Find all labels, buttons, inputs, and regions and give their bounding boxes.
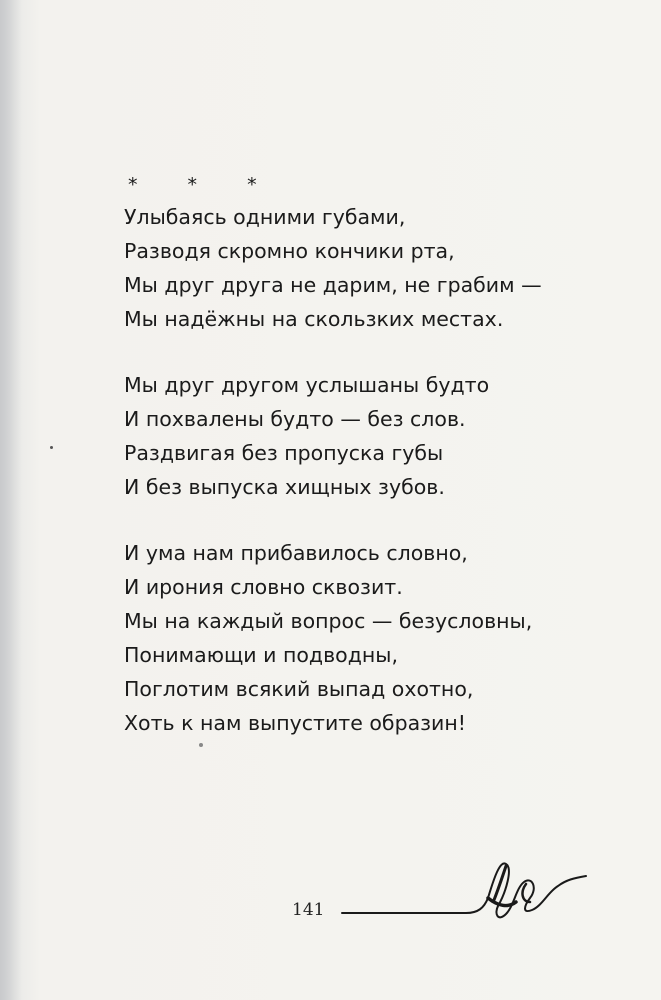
poem-line: Раздвигая без пропуска губы (124, 441, 444, 465)
poem-line: Поглотим всякий выпад охотно, (124, 677, 474, 701)
poem-line: И ирония словно сквозит. (124, 575, 403, 599)
poem (124, 170, 604, 772)
poem-line: Хоть к нам выпустите образин! (124, 711, 466, 735)
paper-speck (50, 446, 53, 449)
stanza-3 (124, 536, 604, 740)
poem-line: Улыбаясь одними губами, (124, 205, 406, 229)
poem-line: И без выпуска хищных зубов. (124, 475, 445, 499)
stanza-1 (124, 200, 604, 336)
poem-line: Мы надёжны на скользких местах. (124, 307, 504, 331)
poem-line: Разводя скромно кончики рта, (124, 239, 455, 263)
page-number: 141 (292, 900, 325, 920)
spine-shadow (0, 0, 22, 1000)
poem-line: И похвалены будто — без слов. (124, 407, 466, 431)
poem-line: Понимающи и подводны, (124, 643, 398, 667)
stanza-2 (124, 368, 604, 504)
poem-line: Мы друг друга не дарим, не грабим — (124, 273, 542, 297)
poem-line: И ума нам прибавилось словно, (124, 541, 468, 565)
poem-line: Мы друг другом услышаны будто (124, 373, 490, 397)
section-separator: * * * (128, 174, 279, 196)
poem-line: Мы на каждый вопрос — безусловны, (124, 609, 533, 633)
calligraphic-flourish-icon (338, 848, 588, 928)
